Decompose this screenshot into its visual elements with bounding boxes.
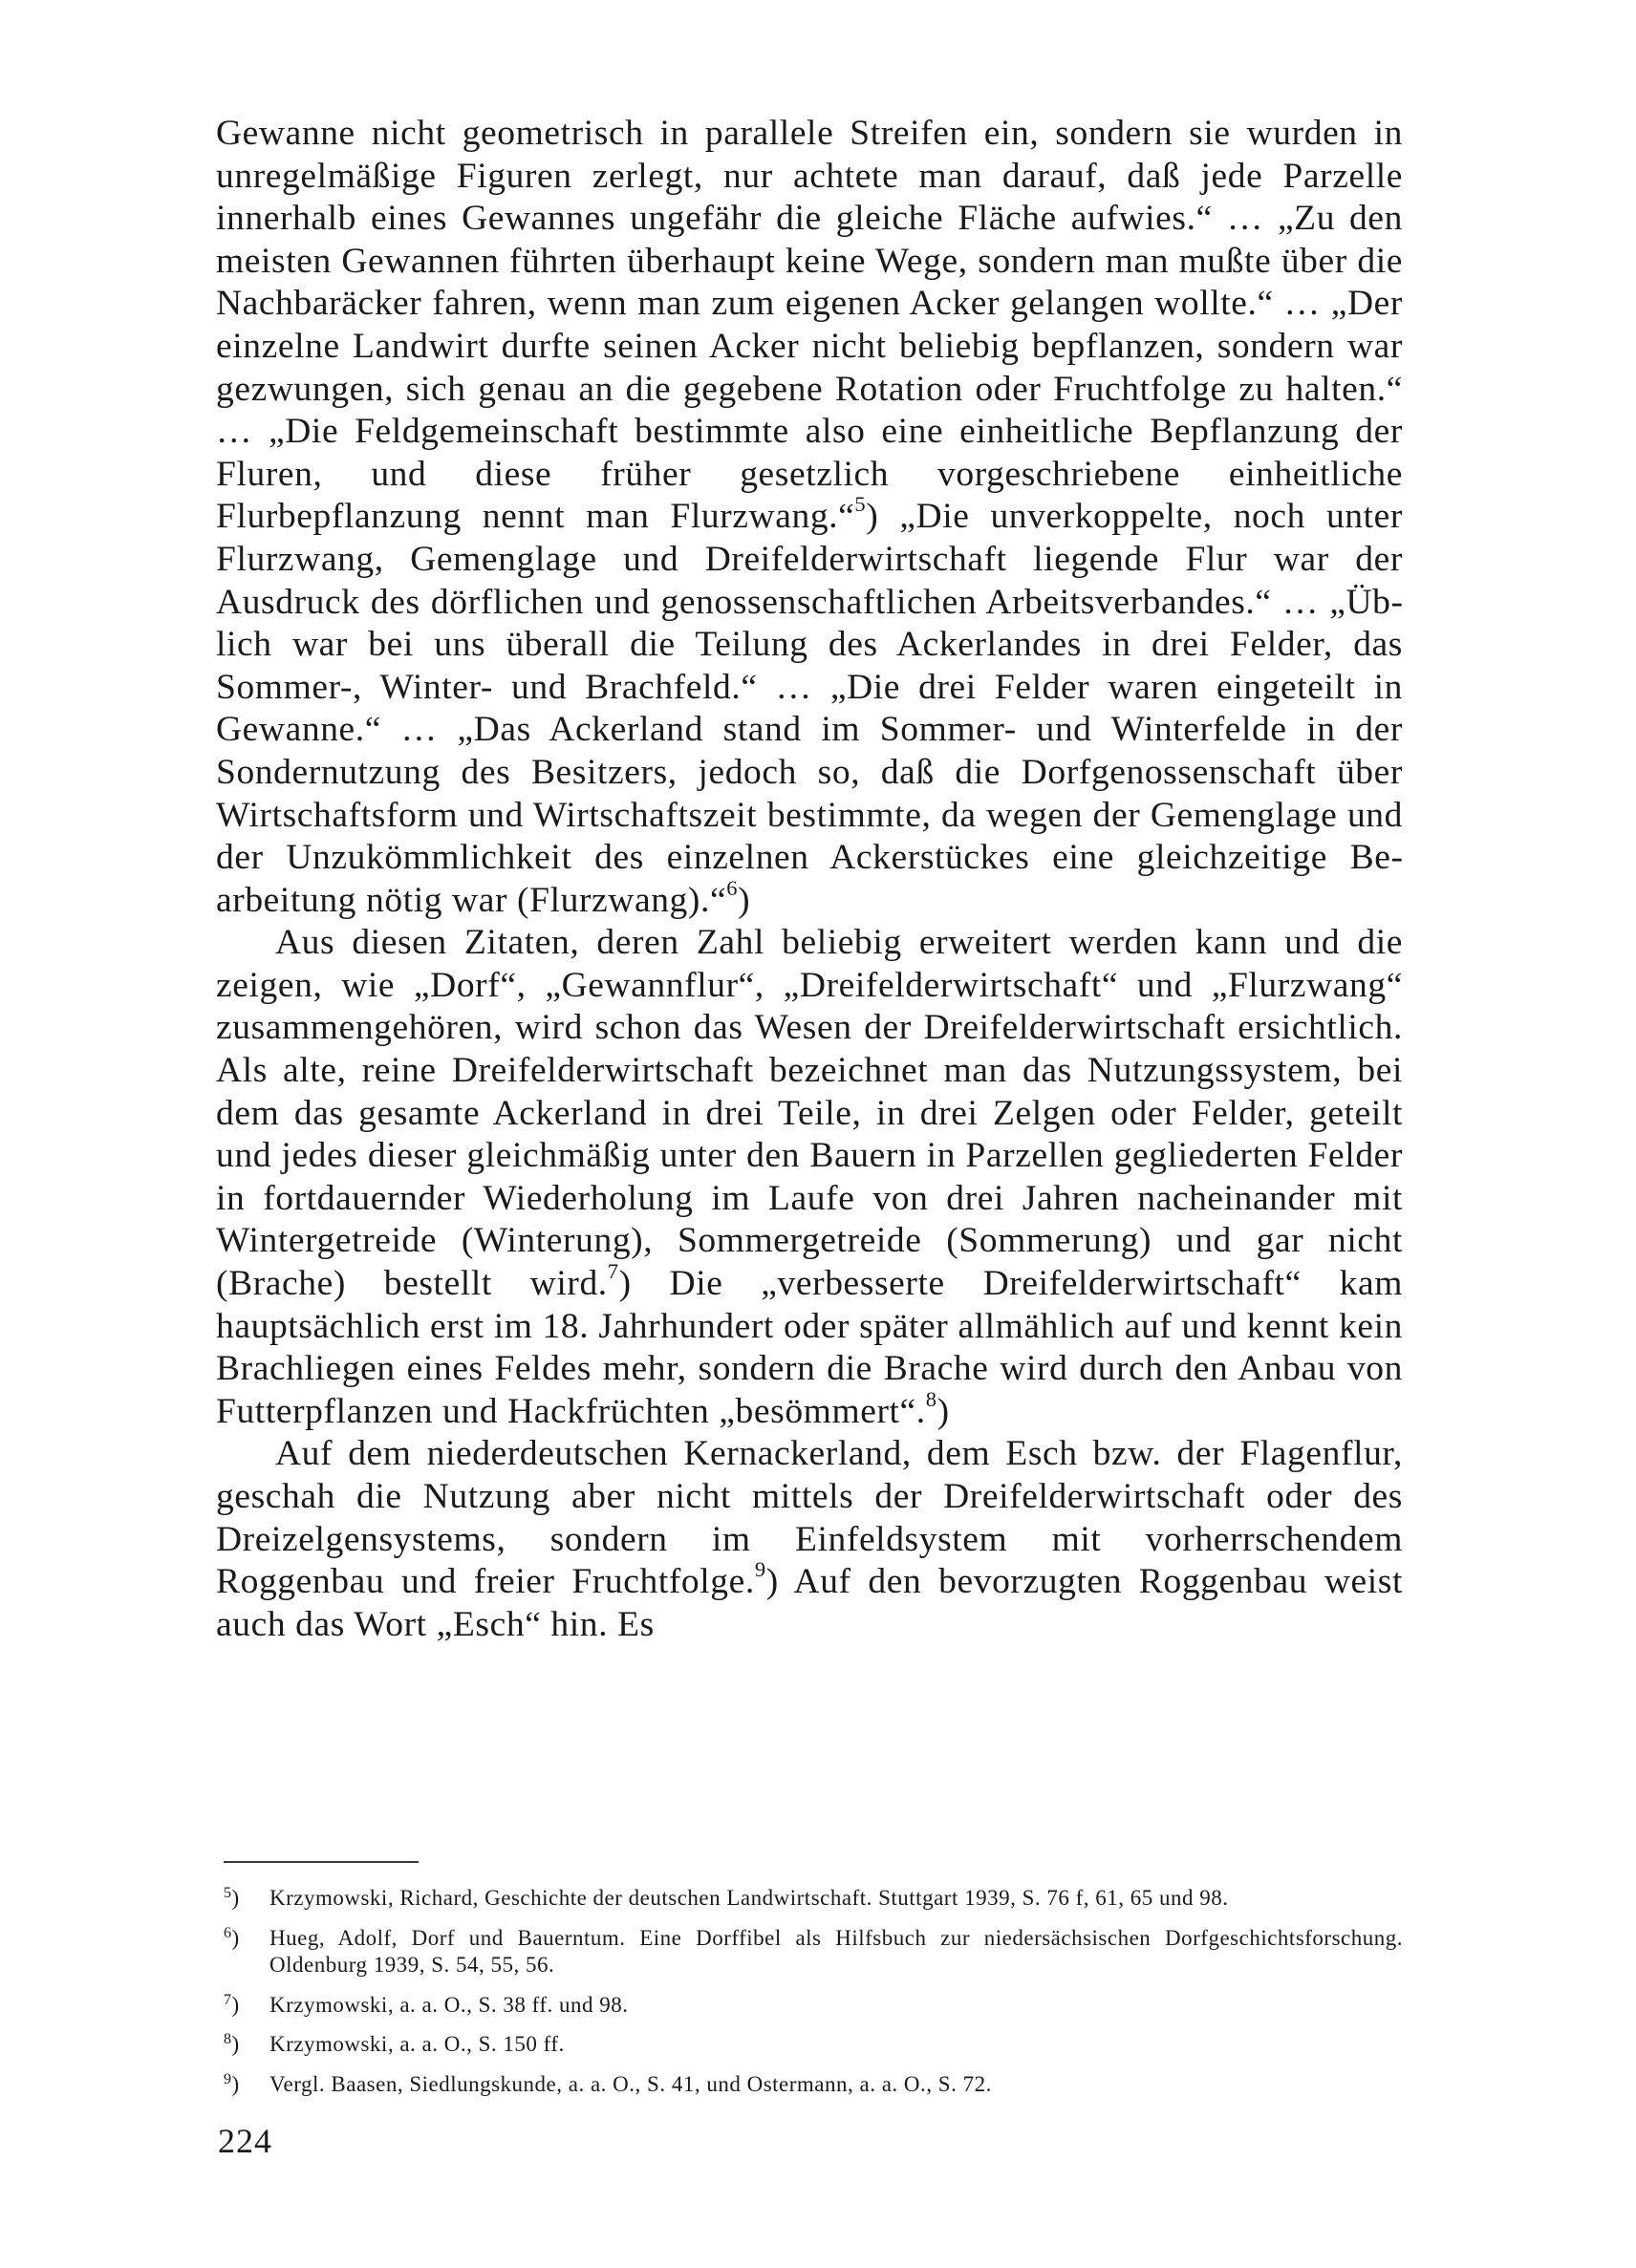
paragraph-text: ) „Die unverkoppelte, noch unter Flurzwang, Gemenglage und Dreifelderwirtschaft liegende Flur war der Ausdruck des dörflichen und genossenschaftlichen Arbeitsverbandes.“ … „Üblich war bei uns überall die Teilung des Ackerlandes in drei Felder, das Sommer-, Winter- und Brachfeld.“ … „Die drei Felder waren eingeteilt in Gewanne.“ … „Das Ackerland stand im Sommer- und Winterfelde in der Sondernutzung des Besitzers, jedoch so, daß die Dorfgenossenschaft über Wirtschaftsform und Wirtschaftszeit bestimmte, da wegen der Gemenglage und der Unzukömmlichkeit des einzelnen Ackerstückes eine gleichzeitige Bearbeitung nötig war (Flurzwang).“ bbox=[216, 497, 1403, 920]
footnote bbox=[224, 2026, 1403, 2059]
footnote-reference: 7 bbox=[607, 1259, 619, 1284]
footnote-text: Krzymowski, a. a. O., S. 150 ff. bbox=[269, 2032, 565, 2057]
footnote bbox=[224, 1880, 1403, 1913]
footnote-marker: $^5$) bbox=[224, 1885, 240, 1911]
footnote bbox=[224, 2066, 1403, 2099]
footnote bbox=[224, 1987, 1403, 2020]
footnote-marker: $^7$) bbox=[224, 1991, 240, 2017]
paragraph-text: Aus diesen Zitaten, deren Zahl beliebig erweitert werden kann und die zeigen, wie „Dorf“, „Gewannflur“, „Dreifelderwirtschaft“ und „Flurzwang“ zusammengehören, wird schon das Wesen der Dreifelderwirtschaft ersichtlich. Als alte, reine Dreifelderwirtschaft bezeichnet man das Nutzungssystem, bei dem das gesamte Ackerland in drei Teile, in drei Zelgen oder Felder, geteilt und jedes dieser gleichmäßig unter den Bauern in Parzellen gegliederten Felder in fortdauernder Wiederholung im Laufe von drei Jahren nacheinander mit Wintergetreide (Winterung), Sommergetreide (Sommerung) und gar nicht (Brache) bestellt wird. bbox=[216, 923, 1403, 1304]
footnote-marker: $^9$) bbox=[224, 2070, 240, 2096]
footnote-number: 8 bbox=[224, 2031, 232, 2048]
footnote-reference: 5 bbox=[854, 492, 867, 517]
footnote-number: 5 bbox=[224, 1885, 232, 1901]
paragraph bbox=[216, 922, 1403, 1433]
footnote-marker: $^6$) bbox=[224, 1924, 240, 1950]
footnotes bbox=[224, 1880, 1403, 2106]
footnote-separator bbox=[224, 1861, 419, 1863]
paragraph-text: ) Die „verbesserte Dreifelderwirtschaft“ kam hauptsächlich erst im 18. Jahrhundert oder später allmählich auf und kennt kein Brachliegen eines Feldes mehr, sondern die Brache wird durch den Anbau von Futterpflanzen und Hackfrüchten „besömmert“. bbox=[216, 1264, 1403, 1431]
footnote-reference: 8 bbox=[925, 1386, 937, 1411]
page-number: 224 bbox=[218, 2122, 272, 2160]
footnote-text: Hueg, Adolf, Dorf und Bauerntum. Eine Dorffibel als Hilfsbuch zur niedersächsischen Dorfgeschichtsforschung. Oldenburg 1939, S. 54, 55, 56. bbox=[269, 1925, 1403, 1978]
footnote-reference: 9 bbox=[754, 1557, 766, 1582]
main-text bbox=[216, 113, 1403, 1646]
footnote-number: 9 bbox=[224, 2070, 232, 2087]
footnote-number: 7 bbox=[224, 1991, 232, 2008]
paragraph-text: ) bbox=[936, 1391, 950, 1431]
footnote-reference: 6 bbox=[726, 875, 739, 900]
paragraph-text: Auf dem niederdeutschen Kernackerland, dem Esch bzw. der Flagenflur, geschah die Nutzung aber nicht mittels der Dreifelderwirtschaft oder des Dreizelgensystems, sondern im Einfeldsystem mit vorherrschendem Roggenbau und freier Fruchtfolge. bbox=[216, 1434, 1403, 1602]
footnote bbox=[224, 1920, 1403, 1979]
footnote-marker: $^8$) bbox=[224, 2031, 240, 2057]
footnote-number: 6 bbox=[224, 1924, 232, 1941]
footnote-text: Krzymowski, Richard, Geschichte der deutschen Landwirtschaft. Stuttgart 1939, S. 76 f, 61, 65 und 98. bbox=[269, 1886, 1229, 1911]
footnote-text: Vergl. Baasen, Siedlungskunde, a. a. O., S. 41, und Ostermann, a. a. O., S. 72. bbox=[269, 2071, 992, 2096]
paragraph bbox=[216, 1433, 1403, 1646]
paragraph bbox=[216, 113, 1403, 922]
paragraph-text: Gewanne nicht geometrisch in parallele Streifen ein, sondern sie wurden in unregelmäßige Figuren zerlegt, nur achtete man darauf, daß jede Parzelle innerhalb eines Gewannes ungefähr die gleiche Fläche aufwies.“ … „Zu den meisten Gewannen führten überhaupt keine Wege, sondern man mußte über die Nachbaräcker fahren, wenn man zum eigenen Acker gelangen wollte.“ … „Der einzelne Landwirt durfte seinen Acker nicht beliebig bepflanzen, sondern war gezwungen, sich genau an die gegebene Rotation oder Fruchtfolge zu halten.“ … „Die Feldgemeinschaft bestimmte also eine einheitliche Bepflanzung der Fluren, und diese früher gesetzlich vorgeschriebene einheitliche Flurbepflanzung nennt man Flurzwang.“ bbox=[216, 114, 1403, 537]
footnote-text: Krzymowski, a. a. O., S. 38 ff. und 98. bbox=[269, 1992, 629, 2017]
paragraph-text: ) Auf den bevorzugten Roggenbau weist auch das Wort „Esch“ hin. Es bbox=[216, 1562, 1403, 1644]
paragraph-text: ) bbox=[738, 880, 751, 920]
